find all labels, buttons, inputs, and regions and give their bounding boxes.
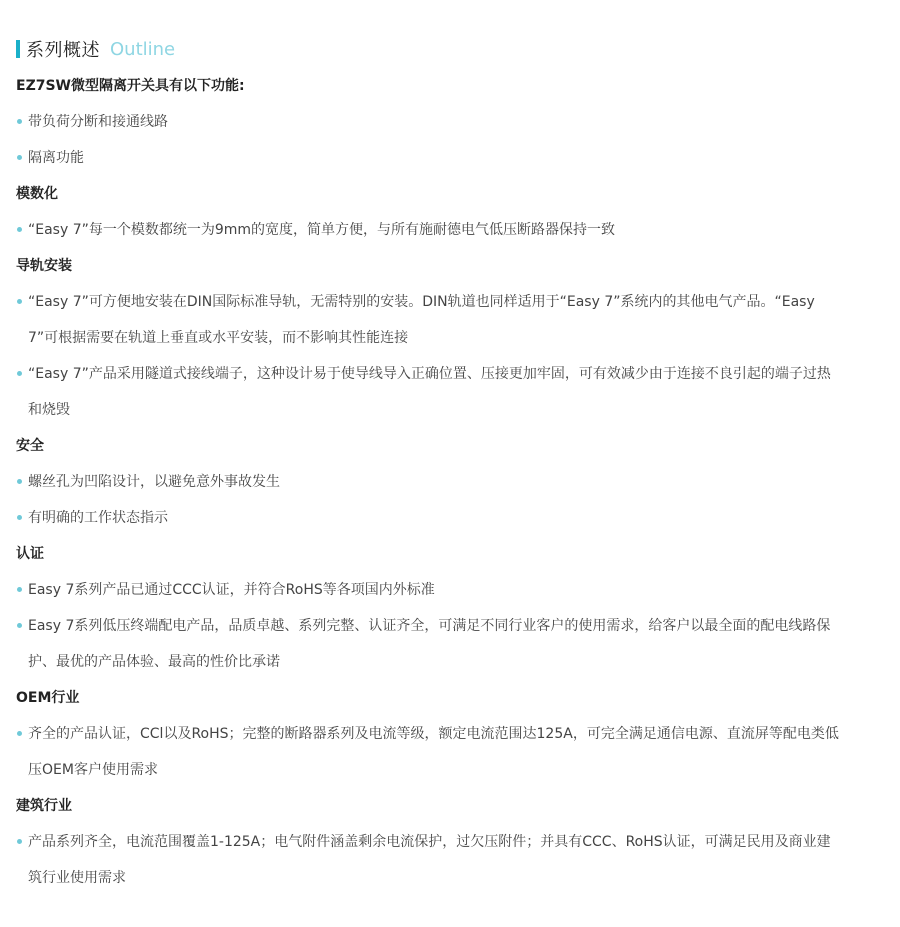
continuation-text: 7”可根据需要在轨道上垂直或水平安装，而不影响其性能连接: [28, 330, 409, 346]
feature-bullet-item: [16, 572, 846, 608]
feature-bullet-item: [16, 464, 846, 500]
feature-heading: [16, 248, 846, 284]
feature-bullet-item: [16, 716, 846, 752]
section-title: [16, 34, 846, 64]
continuation-text: 护、最优的产品体验、最高的性价比承诺: [28, 654, 280, 670]
heading-text: 模数化: [16, 186, 58, 202]
content-area: [16, 34, 846, 896]
bullet-dot-icon: [17, 299, 22, 304]
bullet-dot-icon: [17, 479, 22, 484]
title-english: Outline: [110, 38, 176, 60]
bullet-text: 产品系列齐全，电流范围覆盖1-125A；电气附件涵盖剩余电流保护，过欠压附件；并具有CCC、RoHS认证，可满足民用及商业建: [28, 834, 831, 850]
bullet-text: 隔离功能: [28, 150, 84, 166]
feature-bullet-item: [16, 104, 846, 140]
feature-bullet-item: [16, 356, 846, 392]
feature-heading: [16, 788, 846, 824]
bullet-text: 有明确的工作状态指示: [28, 510, 168, 526]
continuation-text: 筑行业使用需求: [28, 870, 126, 886]
heading-text: 安全: [16, 438, 44, 454]
heading-text: 建筑行业: [16, 798, 72, 814]
bullet-continuation: [16, 752, 846, 788]
bullet-continuation: [16, 392, 846, 428]
bullet-dot-icon: [17, 515, 22, 520]
heading-text: EZ7SW微型隔离开关具有以下功能:: [16, 78, 245, 94]
feature-heading: [16, 428, 846, 464]
bullet-continuation: [16, 644, 846, 680]
continuation-text: 和烧毁: [28, 402, 70, 418]
feature-heading: [16, 536, 846, 572]
heading-text: 认证: [16, 546, 44, 562]
bullet-dot-icon: [17, 371, 22, 376]
bullet-continuation: [16, 320, 846, 356]
feature-list: [16, 68, 846, 896]
bullet-text: “Easy 7”可方便地安装在DIN国际标准导轨，无需特别的安装。DIN轨道也同样适用于“Easy 7”系统内的其他电气产品。“Easy: [28, 294, 815, 310]
feature-bullet-item: [16, 212, 846, 248]
bullet-dot-icon: [17, 839, 22, 844]
continuation-text: 压OEM客户使用需求: [28, 762, 158, 778]
bullet-text: “Easy 7”产品采用隧道式接线端子，这种设计易于使导线导入正确位置、压接更加牢固，可有效减少由于连接不良引起的端子过热: [28, 366, 831, 382]
bullet-text: Easy 7系列产品已通过CCC认证，并符合RoHS等各项国内外标准: [28, 582, 435, 598]
feature-heading: [16, 176, 846, 212]
bullet-dot-icon: [17, 155, 22, 160]
bullet-text: 带负荷分断和接通线路: [28, 114, 168, 130]
feature-bullet-item: [16, 608, 846, 644]
bullet-dot-icon: [17, 731, 22, 736]
bullet-dot-icon: [17, 623, 22, 628]
feature-bullet-item: [16, 500, 846, 536]
title-chinese: 系列概述: [26, 40, 100, 61]
feature-bullet-item: [16, 824, 846, 860]
heading-text: 导轨安装: [16, 258, 72, 274]
feature-heading: [16, 680, 846, 716]
bullet-text: 齐全的产品认证，CCl以及RoHS；完整的断路器系列及电流等级，额定电流范围达125A，可完全满足通信电源、直流屏等配电类低: [28, 726, 839, 742]
feature-bullet-item: [16, 140, 846, 176]
bullet-dot-icon: [17, 227, 22, 232]
bullet-text: Easy 7系列低压终端配电产品，品质卓越、系列完整、认证齐全，可满足不同行业客户的使用需求，给客户以最全面的配电线路保: [28, 618, 831, 634]
bullet-continuation: [16, 860, 846, 896]
heading-text: OEM行业: [16, 690, 80, 706]
feature-heading: [16, 68, 846, 104]
title-accent-bar: [16, 40, 20, 58]
feature-bullet-item: [16, 284, 846, 320]
bullet-dot-icon: [17, 119, 22, 124]
bullet-text: “Easy 7”每一个模数都统一为9mm的宽度，简单方便，与所有施耐德电气低压断路器保持一致: [28, 222, 616, 238]
bullet-dot-icon: [17, 587, 22, 592]
bullet-text: 螺丝孔为凹陷设计，以避免意外事故发生: [28, 474, 280, 490]
